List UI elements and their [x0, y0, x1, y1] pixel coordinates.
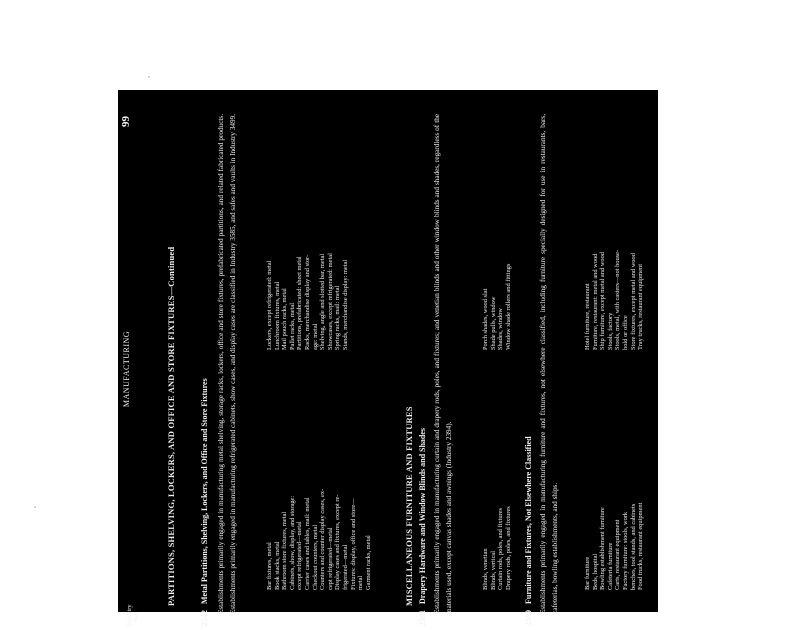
product-item: Tray trucks, restaurant equipment [637, 263, 645, 350]
product-item: age: metal [311, 323, 319, 350]
product-item: except refrigerated—metal [296, 521, 304, 590]
product-item: Racks, merchandise display and stor- [303, 254, 311, 350]
product-item: Garment racks, metal [364, 535, 372, 590]
product-item: Spring racks, mail: metal [334, 285, 342, 350]
product-item: Fixtures: display, office and store— [349, 498, 357, 590]
product-item: Bowling establishment furniture [599, 507, 607, 590]
product-item: benches, tool stands, and cabinets [629, 503, 637, 590]
product-item: Book stacks, metal [273, 541, 281, 590]
industry-number-label [126, 604, 140, 626]
rotated-page-content [118, 108, 658, 630]
product-item: Carts, restaurant equipment [614, 519, 622, 590]
product-item: frigerated—metal [341, 544, 349, 590]
product-item: hold or office [621, 315, 629, 350]
product-item: Bar furniture [584, 556, 591, 590]
product-item: Showcases, except refrigerated: metal [326, 253, 334, 350]
product-item: metal [357, 575, 365, 590]
product-item: Factory furniture: stools, work [621, 511, 629, 590]
industry-title: Furniture and Fixtures, Not Elsewhere Classified [524, 436, 533, 604]
industry-label-line: Industry [126, 604, 133, 626]
running-head: MANUFACTURING [122, 330, 131, 408]
product-item: Lockers, except refrigerated: metal [266, 260, 273, 350]
product-item: Bar fixtures, metal [266, 542, 273, 590]
scan-speck [34, 506, 36, 508]
industry-description: Establishments primarily engaged in manufacturing curtain and drapery rods, poles, and fixtures; and venetian blinds and other window blinds and shades, regardless of the materials used, except canvas shades and awnings (Industry 2394). [433, 114, 453, 614]
product-item: Stools, factory [606, 312, 614, 350]
product-item: Food trucks, restaurant equipment [637, 502, 645, 590]
product-item: Porch shades, wood slat [482, 288, 489, 350]
product-item: Cafeteria furniture [606, 542, 614, 590]
product-item: Stands, merchandise display: metal [341, 259, 349, 350]
product-item: Shelving, angle and slotted bar, metal [319, 253, 327, 350]
industry-code: 2599 [524, 610, 533, 626]
product-item: Window shade rollers and fittings [504, 263, 512, 350]
scan-speck [148, 76, 150, 78]
product-item: Counters and counter display cases, ex- [319, 488, 327, 590]
product-item: Shades, window [497, 308, 505, 350]
group-title: PARTITIONS, SHELVING, LOCKERS, AND OFFICE AND STORE FIXTURES—Continued [166, 246, 176, 606]
product-item: Mail pouch racks, metal [281, 288, 289, 350]
industry-title: Drapery Hardware and Window Blinds and Shades [418, 427, 427, 604]
product-list-left [266, 400, 372, 590]
product-item: cept refrigerated—metal [326, 527, 334, 590]
industry-code: 2591 [418, 610, 427, 626]
product-item: Curtain rods, poles, and fixtures [497, 508, 505, 590]
product-item: Beds, hospital [591, 553, 599, 590]
product-item: Carrier cases and tables, mail: metal [303, 497, 311, 590]
product-item: Pallet racks, metal [288, 302, 296, 350]
product-item: Checkout counters, metal [311, 524, 319, 590]
industry-description: Establishments primarily engaged in manufacturing metal shelving, storage racks, lockers, office and store fixtures, prefabricated partitions, and related fabricated products. Establishments primarily engaged in manufacturing refrigerated cabinets, show cases, and display cases are classified in Industry 3585, and safes and vaults in Industry 3499. [217, 114, 237, 614]
product-item: Ship furniture, except metal and wood [599, 252, 607, 350]
industry-title: Metal Partitions, Shelving, Lockers, and Office and Store Fixtures [200, 378, 209, 604]
product-item: Bathroom store fixtures, metal [281, 511, 289, 590]
industry-description: Establishments primarily engaged in manufacturing furniture and fixtures, not elsewhere classified, including furniture specially designed for use in restaurants, bars, cafeterias, bowling establishments, and ships. [539, 114, 559, 614]
product-item: Partitions, prefabricated: sheet metal [296, 256, 304, 350]
product-item: Store fixtures, except metal and wood [629, 253, 637, 350]
product-list-right [266, 160, 350, 350]
misc-group-title: MISCELLANEOUS FURNITURE AND FIXTURES [404, 406, 414, 606]
product-list-left [584, 400, 645, 590]
product-list-left [482, 400, 512, 590]
product-item: Display cases and fixtures, except re- [334, 494, 342, 590]
industry-code: 2542 [200, 610, 209, 626]
product-item: Stools, metal, with casters—not house- [614, 249, 622, 350]
scanned-document-page [118, 90, 658, 626]
product-item: Shade pulls, window [489, 296, 497, 350]
product-item: Cabinets, show, display, and storage: [288, 495, 296, 590]
page-number: 99 [120, 116, 132, 127]
product-list-right [584, 160, 645, 350]
product-item: Blinds, venetian [482, 548, 489, 590]
product-item: Furniture, restaurant: metal and wood [591, 253, 599, 350]
product-item: Drapery rods, poles, and fixtures [504, 506, 512, 590]
product-item: Lunchroom fixtures, metal [273, 281, 281, 350]
product-item: Hotel furniture, restaurant [584, 283, 591, 350]
product-item: Blinds, vertical [489, 550, 497, 590]
product-list-right [482, 160, 512, 350]
industry-label-line: No. [133, 612, 141, 622]
